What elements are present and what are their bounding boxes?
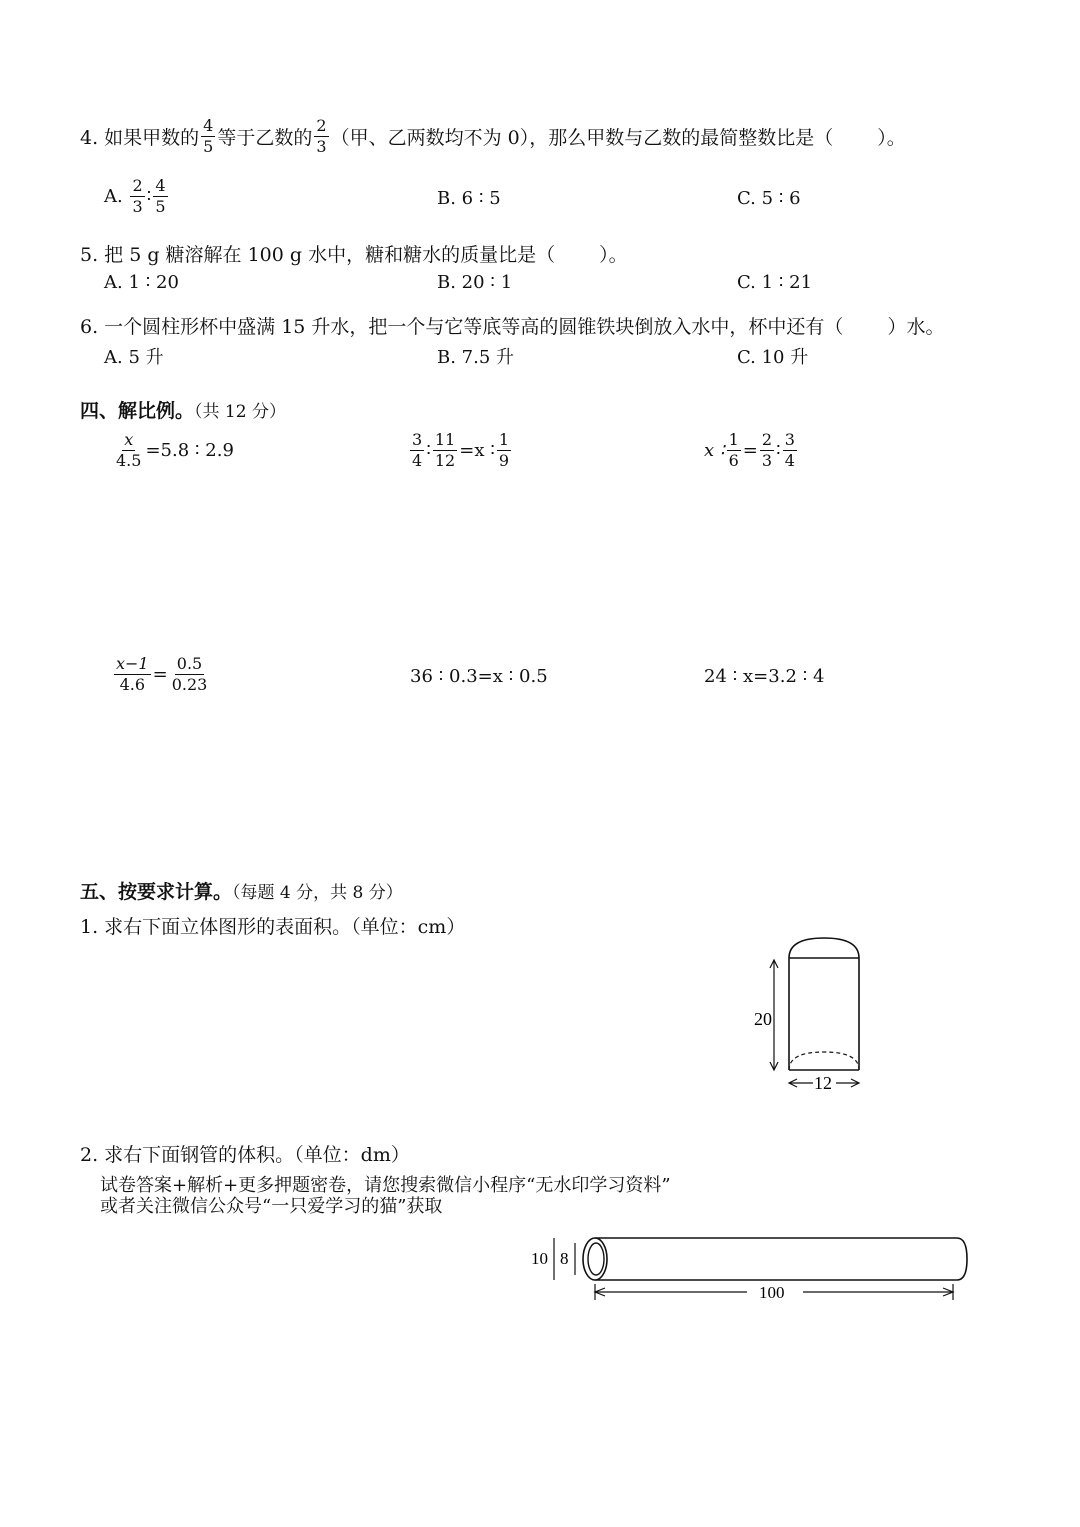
q4-option-a-fraction-1: $\frac{2}{3}$ xyxy=(132,176,143,216)
question-6: 6. 一个圆柱形杯中盛满 15 升水，把一个与它等底等高的圆锥铁块倒放入水中，杯中还有（ ）水。 xyxy=(80,316,945,338)
proportion-1: $\frac{x}{4.5}$ =5.8 ∶ 2.9 xyxy=(116,430,234,470)
q6-option-c: C. 10 升 xyxy=(737,347,809,368)
outer-diameter-label: 10 xyxy=(531,1249,548,1268)
watermark-line-1: 试卷答案+解析+更多押题密卷，请您搜索微信小程序“无水印学习资料” xyxy=(100,1175,671,1196)
q6-option-b: B. 7.5 升 xyxy=(437,347,515,368)
proportion-3: x ∶ $\frac{1}{6}$ = $\frac{2}{3}$ ∶ $\frac{3}{4}$ xyxy=(704,430,795,470)
q5-option-c: C. 1 ∶ 21 xyxy=(737,272,813,293)
proportion-4: $\frac{x-1}{4.6}$ = $\frac{0.5}{0.23}$ xyxy=(116,654,208,694)
q5-option-a: A. 1 ∶ 20 xyxy=(104,272,179,293)
inner-diameter-label: 8 xyxy=(560,1249,569,1268)
proportion-5: 36 ∶ 0.3=x ∶ 0.5 xyxy=(410,666,548,687)
q4-close: ）。 xyxy=(877,127,906,149)
q4-fraction-2-3: $\frac{2}{3}$ xyxy=(316,116,327,156)
question-4 xyxy=(80,118,906,155)
q5-option-b: B. 20 ∶ 1 xyxy=(437,272,513,293)
q6-option-a: A. 5 升 xyxy=(104,347,164,368)
pipe-far-end xyxy=(957,1238,967,1280)
cylinder-top-dome xyxy=(789,938,859,958)
proportion-2: $\frac{3}{4}$ ∶ $\frac{11}{12}$ =x ∶ $\frac{1}{9}$ xyxy=(412,430,510,470)
q4-mid: 等于乙数的 xyxy=(217,127,313,149)
proportion-6: 24 ∶ x=3.2 ∶ 4 xyxy=(704,666,825,687)
q4-option-b: B. 6 ∶ 5 xyxy=(437,188,501,209)
q4-option-a-fraction-2: $\frac{4}{5}$ xyxy=(155,176,166,216)
q4-prefix: 4. 如果甲数的 xyxy=(80,127,200,149)
question-5: 5. 把 5 g 糖溶解在 100 g 水中，糖和糖水的质量比是（ ）。 xyxy=(80,244,628,266)
height-label: 20 xyxy=(754,1009,772,1029)
cylinder-figure xyxy=(752,930,882,1100)
section-4-heading: 四、解比例。（共 12 分） xyxy=(80,400,286,422)
q4-option-a: A. $\frac{2}{3}$ ∶ $\frac{4}{5}$ xyxy=(104,176,166,216)
length-label: 100 xyxy=(759,1283,785,1302)
q4-suffix: （甲、乙两数均不为 0），那么甲数与乙数的最简整数比是（ xyxy=(330,127,834,149)
steel-pipe-figure xyxy=(525,1228,975,1308)
cylinder-bottom-dashed-arc xyxy=(789,1052,859,1070)
section-5-question-1: 1. 求右下面立体图形的表面积。（单位：cm） xyxy=(80,916,466,938)
watermark-line-2: 或者关注微信公众号“一只爱学习的猫”获取 xyxy=(100,1196,443,1217)
section-5-heading: 五、按要求计算。（每题 4 分，共 8 分） xyxy=(80,881,403,903)
section-5-question-2: 2. 求右下面钢管的体积。（单位：dm） xyxy=(80,1144,410,1166)
q4-fraction-4-5: $\frac{4}{5}$ xyxy=(203,116,214,156)
proportion-1-fraction: $\frac{x}{4.5}$ xyxy=(116,430,142,470)
q4-option-c: C. 5 ∶ 6 xyxy=(737,188,801,209)
diameter-label: 12 xyxy=(814,1073,832,1093)
